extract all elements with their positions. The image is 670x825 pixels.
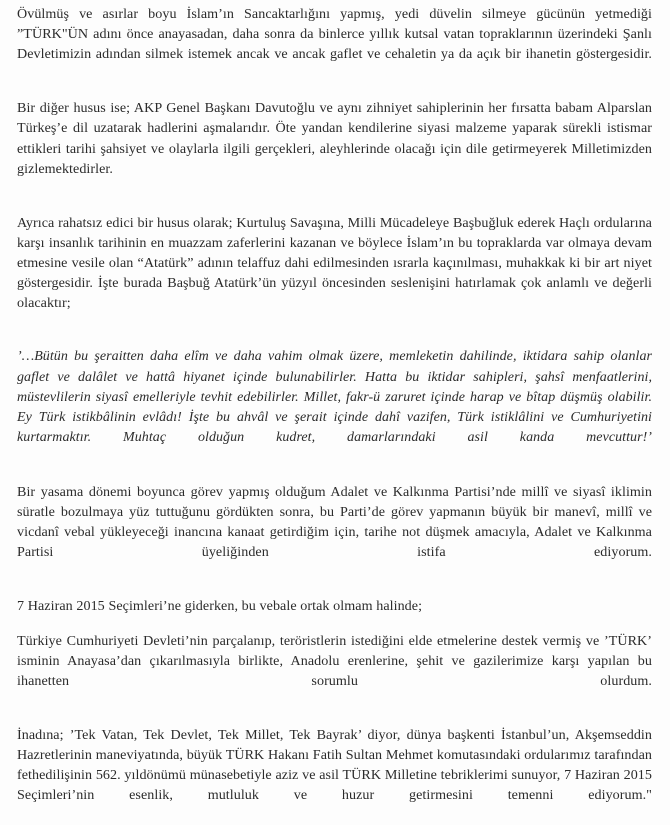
paragraph-4-quotation: ’…Bütün bu şeraitten daha elîm ve daha vahim olmak üzere, memleketin dahilinde, iktidara sahip olanlar gaflet ve dalâlet ve hattâ hiyanet içinde bulunabilirler. Hatta bu iktidar sahipleri, şahsî menfaatlerini, müstevlilerin siyasî emelleriyle tevhit edebilirler. Millet, fakr-ü zaruret içinde harap ve bîtap düşmüş olabilir. Ey Türk istikbâlinin evlâdı! İşte bu ahvâl ve şerait içinde dahî vazifen, Türk istiklâlini ve Cumhuriyetini kurtarmaktır. Muhtaç olduğun kudret, damarlarındaki asil kanda mevcuttur!’	[17, 349, 652, 445]
paragraph-6: 7 Haziran 2015 Seçimleri’ne giderken, bu vebale ortak olmam halinde;	[17, 598, 423, 615]
paragraph-5: Bir yasama dönemi boyunca görev yapmış olduğum Adalet ve Kalkınma Partisi’nde millî ve siyasî iklimin süratle bozulmaya yüz tuttuğunu gördükten sonra, bu Parti’de görev yapmanın büyük bir manevî, millî ve vicdanî vebal yükleyeceği inancına kanaat getirdiğim için, tarihe not düşmek amacıyla, Adalet ve Kalkınma Partisi üyeliğinden istifa ediyorum.	[17, 483, 652, 561]
paragraph-1: Övülmüş ve asırlar boyu İslam’ın Sancaktarlığını yapmış, yedi düvelin silmeye gücünün yetmediği ”TÜRK"ÜN adını önce anayasadan, daha sonra da binlerce yıllık kutsal vatan topraklarının üzerindeki Şanlı Devletimizin adından silmek istemek ancak ve ancak gaflet ve cehaletin ya da açık bir ihanetin göstergesidir.	[17, 6, 652, 63]
paragraph-2: Bir diğer husus ise; AKP Genel Başkanı Davutoğlu ve aynı zihniyet sahiplerinin her fırsatta babam Alparslan Türkeş’e dil uzatarak hadlerini aşmalarıdır. Öte yandan kendilerine siyasi malzeme yaparak sürekli istismar ettikleri tarihi şahsiyet ve olaylarla ilgili gerçekleri, aleyhlerinde olacağı için dile getirmeyerek Milletimizden gizlemektedirler.	[17, 100, 652, 177]
paragraph-7: Türkiye Cumhuriyeti Devleti’nin parçalanıp, teröristlerin istediğini elde etmelerine destek vermiş ve ’TÜRK’ isminin Anayasa’dan çıkarılmasıyla birlikte, Anadolu erenlerine, şehit ve gazilerimize karşı yapılan bu ihanetten sorumlu olurdum.	[17, 632, 652, 689]
paragraph-3: Ayrıca rahatsız edici bir husus olarak; Kurtuluş Savaşına, Milli Mücadeleye Başbuğluk ederek Haçlı ordularına karşı insanlık tarihinin en muazzam zaferlerini kazanan ve böylece İslam’ın bu topraklarda var olmaya devam etmesine vesile olan “Atatürk” adının telaffuz dahi edilmesinden ısrarla kaçınılması, muhakkak ki bir art niyet göstergesidir. İşte burada Başbuğ Atatürk’ün yüzyıl öncesinden seslenişini hatırlamak çok anlamlı ve değerli olacaktır;	[17, 214, 652, 312]
paragraph-8: İnadına; ’Tek Vatan, Tek Devlet, Tek Millet, Tek Bayrak’ diyor, dünya başkenti İstanbul’un, Akşemseddin Hazretlerinin maneviyatında, büyük TÜRK Hakanı Fatih Sultan Mehmet komutasındaki ordularımız tarafından fethedilişinin 562. yıldönümü münasebetiyle aziz ve asil TÜRK Milletine tebriklerimi sunuyor, 7 Haziran 2015 Seçimleri’nin esenlik, mutluluk ve huzur getirmesini temenni ediyorum."	[17, 726, 652, 804]
